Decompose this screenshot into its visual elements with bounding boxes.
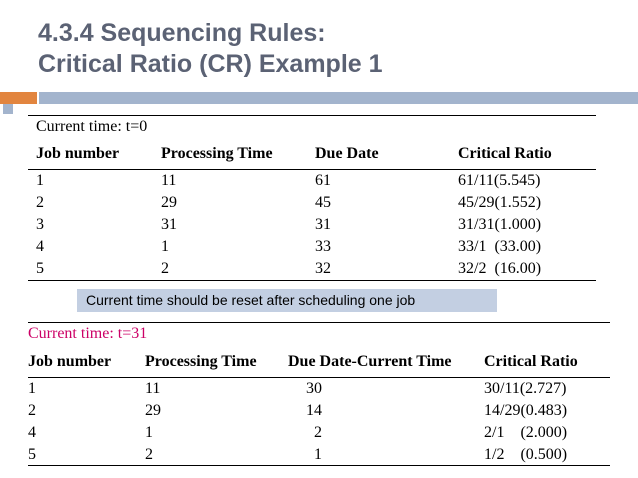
table2-bottom-rule xyxy=(28,465,610,466)
table1-row-4-col-3: 32/2 (16.00) xyxy=(458,260,542,277)
table2-row-3-col-0: 5 xyxy=(28,446,36,463)
table1-row-3-col-0: 4 xyxy=(36,238,44,255)
table2-row-0-col-3: 30/11(2.727) xyxy=(484,380,567,397)
table2-header-job: Job number xyxy=(28,353,112,370)
table1-header-rule xyxy=(28,169,596,170)
table2-row-3-col-3: 1/2 (0.500) xyxy=(484,446,568,463)
reset-note: Current time should be reset after scheduling one job xyxy=(77,289,497,312)
table2-header-processing: Processing Time xyxy=(145,353,257,370)
table1-row-0-col-0: 1 xyxy=(36,172,44,189)
table1-row-1-col-1: 29 xyxy=(161,194,177,211)
table1-row-4-col-1: 2 xyxy=(161,260,169,277)
table2-header-rule xyxy=(28,377,610,378)
table2-row-0-col-0: 1 xyxy=(28,380,36,397)
table1-row-2-col-0: 3 xyxy=(36,216,44,233)
table1-row-2-col-3: 31/31(1.000) xyxy=(458,216,542,233)
table2-header-cr: Critical Ratio xyxy=(484,353,578,370)
table2-row-0-col-2: 30 xyxy=(306,380,322,397)
table1-row-2-col-2: 31 xyxy=(315,216,331,233)
slide-title-line-2: Critical Ratio (CR) Example 1 xyxy=(38,50,383,78)
accent-bar-blue xyxy=(39,92,638,104)
table1-row-1-col-0: 2 xyxy=(36,194,44,211)
table1-header-cr: Critical Ratio xyxy=(458,145,552,162)
table1-row-1-col-3: 45/29(1.552) xyxy=(458,194,542,211)
table2-row-1-col-0: 2 xyxy=(28,402,36,419)
table1-bottom-rule xyxy=(28,280,596,281)
table1-top-rule xyxy=(28,115,596,116)
table1-row-2-col-1: 31 xyxy=(161,216,177,233)
table1-row-0-col-1: 11 xyxy=(161,172,177,189)
table2-row-1-col-1: 29 xyxy=(145,402,161,419)
table1-row-3-col-2: 33 xyxy=(315,238,331,255)
table1-row-3-col-1: 1 xyxy=(161,238,169,255)
table1-header-processing: Processing Time xyxy=(161,145,273,162)
table1-header-due: Due Date xyxy=(315,145,379,162)
table2-top-rule xyxy=(28,322,610,323)
slide-title-line-1: 4.3.4 Sequencing Rules: xyxy=(38,19,326,47)
accent-bar-orange xyxy=(0,92,37,104)
table2-row-1-col-2: 14 xyxy=(306,402,322,419)
table1-row-0-col-2: 61 xyxy=(315,172,331,189)
table1-row-1-col-2: 45 xyxy=(315,194,331,211)
table2-row-2-col-2: 2 xyxy=(314,424,322,441)
table2-row-0-col-1: 11 xyxy=(145,380,161,397)
table1-row-3-col-3: 33/1 (33.00) xyxy=(458,238,542,255)
table2-header-due: Due Date-Current Time xyxy=(288,353,452,370)
table1-row-4-col-0: 5 xyxy=(36,260,44,277)
table2-row-3-col-2: 1 xyxy=(314,446,322,463)
accent-square xyxy=(3,104,13,114)
slide-title xyxy=(38,18,383,80)
table2-row-2-col-0: 4 xyxy=(28,424,36,441)
table1-header-job: Job number xyxy=(36,145,120,162)
table1-row-0-col-3: 61/11(5.545) xyxy=(458,172,541,189)
table1-current-time: Current time: t=0 xyxy=(36,118,148,135)
table2-row-1-col-3: 14/29(0.483) xyxy=(484,402,568,419)
table2-row-2-col-3: 2/1 (2.000) xyxy=(484,424,568,441)
table2-row-3-col-1: 2 xyxy=(145,446,153,463)
table2-current-time: Current time: t=31 xyxy=(28,325,148,342)
table2-row-2-col-1: 1 xyxy=(145,424,153,441)
table1-row-4-col-2: 32 xyxy=(315,260,331,277)
